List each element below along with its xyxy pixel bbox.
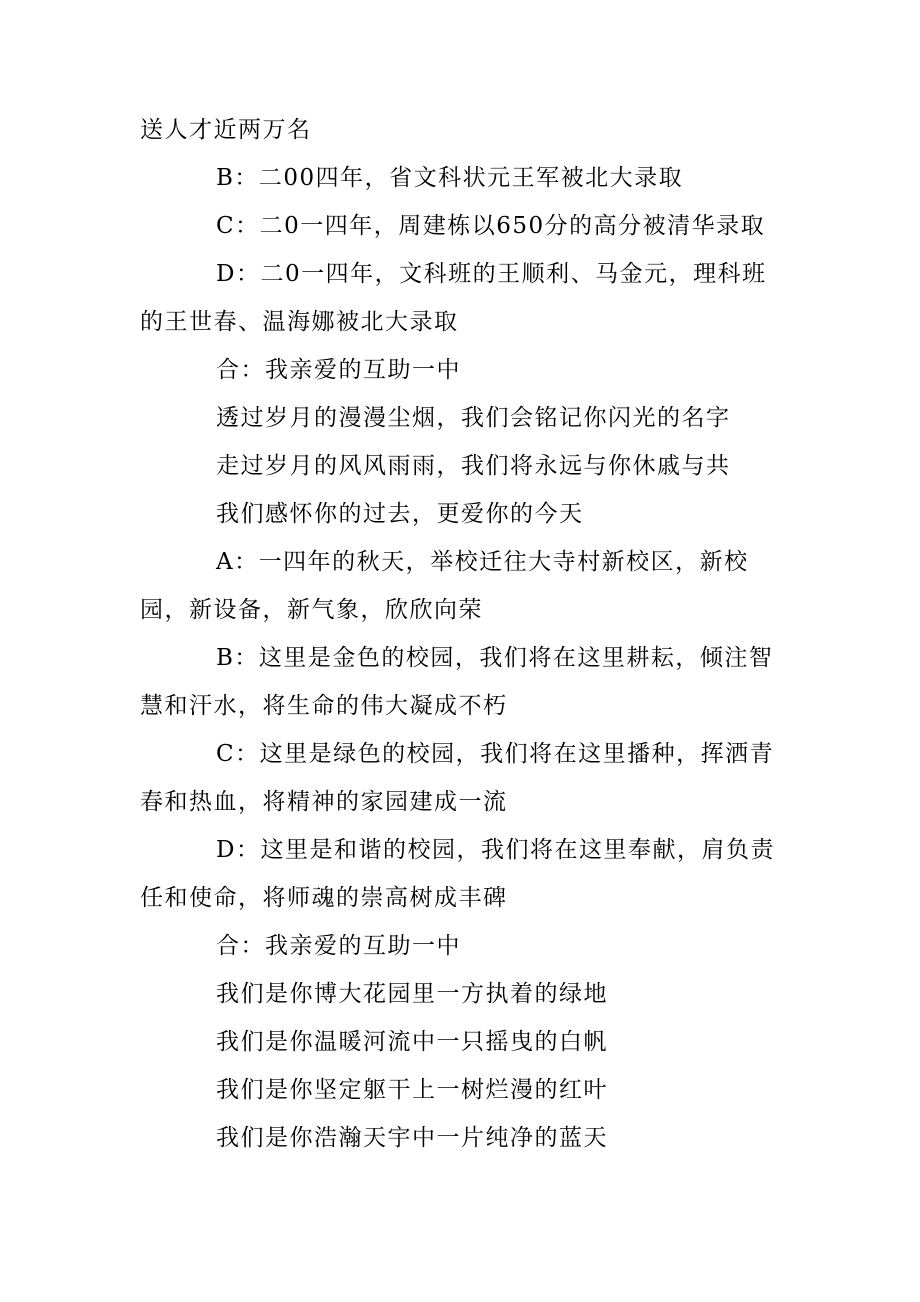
paragraph-6: 走过岁月的风风雨雨，我们将永远与你休戚与共 — [216, 453, 731, 479]
paragraph-5: 透过岁月的漫漫尘烟，我们会铭记你闪光的名字 — [216, 405, 731, 431]
paragraph-15: 我们是你坚定躯干上一树烂漫的红叶 — [216, 1077, 608, 1103]
paragraph-3: D：二0一四年，文科班的王顺利、马金元，理科班的王世春、温海娜被北大录取 — [140, 261, 767, 335]
paragraph-9: B：这里是金色的校园，我们将在这里耕耘，倾注智慧和汗水，将生命的伟大凝成不朽 — [140, 645, 774, 719]
paragraph-13: 我们是你博大花园里一方执着的绿地 — [216, 981, 608, 1007]
paragraph-1: B：二00四年，省文科状元王军被北大录取 — [216, 165, 684, 191]
paragraph-2: C：二0一四年，周建栋以650分的高分被清华录取 — [216, 213, 766, 239]
document-body — [140, 106, 780, 1162]
paragraph-16: 我们是你浩瀚天宇中一片纯净的蓝天 — [216, 1125, 608, 1151]
paragraph-11: D：这里是和谐的校园，我们将在这里奉献，肩负责任和使命，将师魂的崇高树成丰碑 — [140, 837, 775, 911]
paragraph-14: 我们是你温暖河流中一只摇曳的白帆 — [216, 1029, 608, 1055]
paragraph-12: 合：我亲爱的互助一中 — [216, 933, 461, 959]
paragraph-7: 我们感怀你的过去，更爱你的今天 — [216, 501, 584, 527]
paragraph-4: 合：我亲爱的互助一中 — [216, 357, 461, 383]
paragraph-10: C：这里是绿色的校园，我们将在这里播种，挥洒青春和热血，将精神的家园建成一流 — [140, 741, 775, 815]
paragraph-8: A：一四年的秋天，举校迁往大寺村新校区，新校园，新设备，新气象，欣欣向荣 — [140, 549, 749, 623]
paragraph-0: 送人才近两万名 — [140, 117, 312, 143]
